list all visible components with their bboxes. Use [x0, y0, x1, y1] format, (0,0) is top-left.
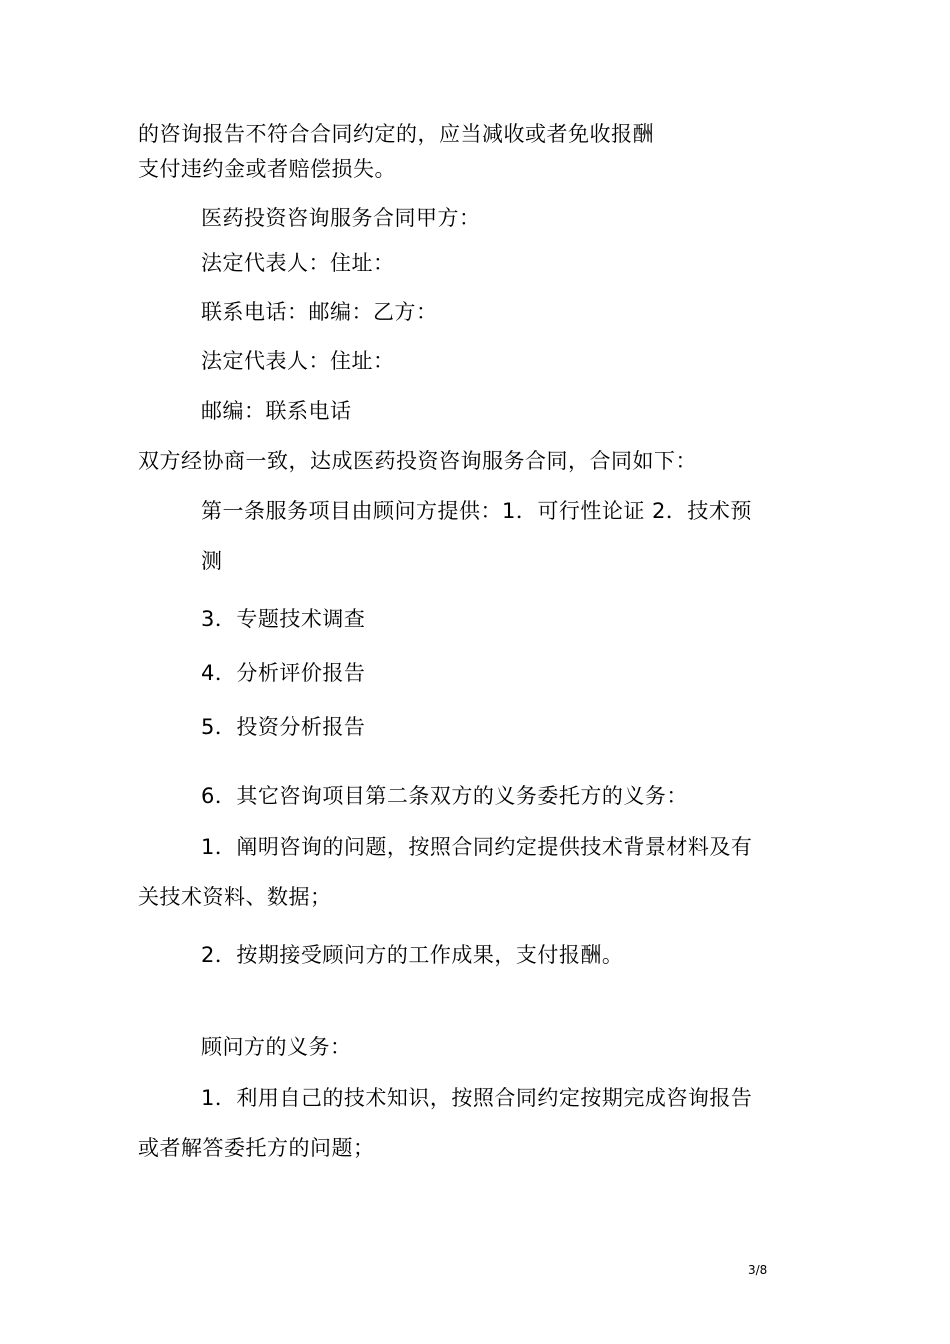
text-line-5: 联系电话：邮编：乙方：: [201, 300, 438, 324]
text-line-8: 双方经协商一致，达成医药投资咨询服务合同，合同如下：: [138, 449, 697, 473]
text-line-1: 的咨询报告不符合合同约定的，应当减收或者免收报酬: [138, 122, 654, 146]
text-line-2: 支付违约金或者赔偿损失。: [138, 157, 396, 181]
text-line-13: 5．投资分析报告: [201, 715, 366, 739]
text-line-12: 4．分析评价报告: [201, 661, 366, 685]
text-line-10: 测: [201, 549, 223, 573]
text-line-11: 3．专题技术调查: [201, 607, 366, 631]
text-line-4: 法定代表人：住址：: [201, 251, 395, 275]
text-line-7: 邮编：联系电话: [201, 399, 352, 423]
text-line-17: 2．按期接受顾问方的工作成果，支付报酬。: [201, 943, 624, 967]
text-line-20: 或者解答委托方的问题；: [138, 1136, 375, 1160]
text-line-15: 1．阐明咨询的问题，按照合同约定提供技术背景材料及有: [201, 835, 753, 859]
text-line-14: 6．其它咨询项目第二条双方的义务委托方的义务：: [201, 784, 688, 808]
text-line-16: 关技术资料、数据；: [138, 885, 332, 909]
text-line-9: 第一条服务项目由顾问方提供：1．可行性论证 2．技术预: [201, 499, 752, 523]
page-number: 3/8: [748, 1263, 768, 1277]
text-line-6: 法定代表人：住址：: [201, 349, 395, 373]
text-line-19: 1．利用自己的技术知识，按照合同约定按期完成咨询报告: [201, 1086, 753, 1110]
text-line-18: 顾问方的义务：: [201, 1035, 352, 1059]
text-line-3: 医药投资咨询服务合同甲方：: [201, 206, 481, 230]
